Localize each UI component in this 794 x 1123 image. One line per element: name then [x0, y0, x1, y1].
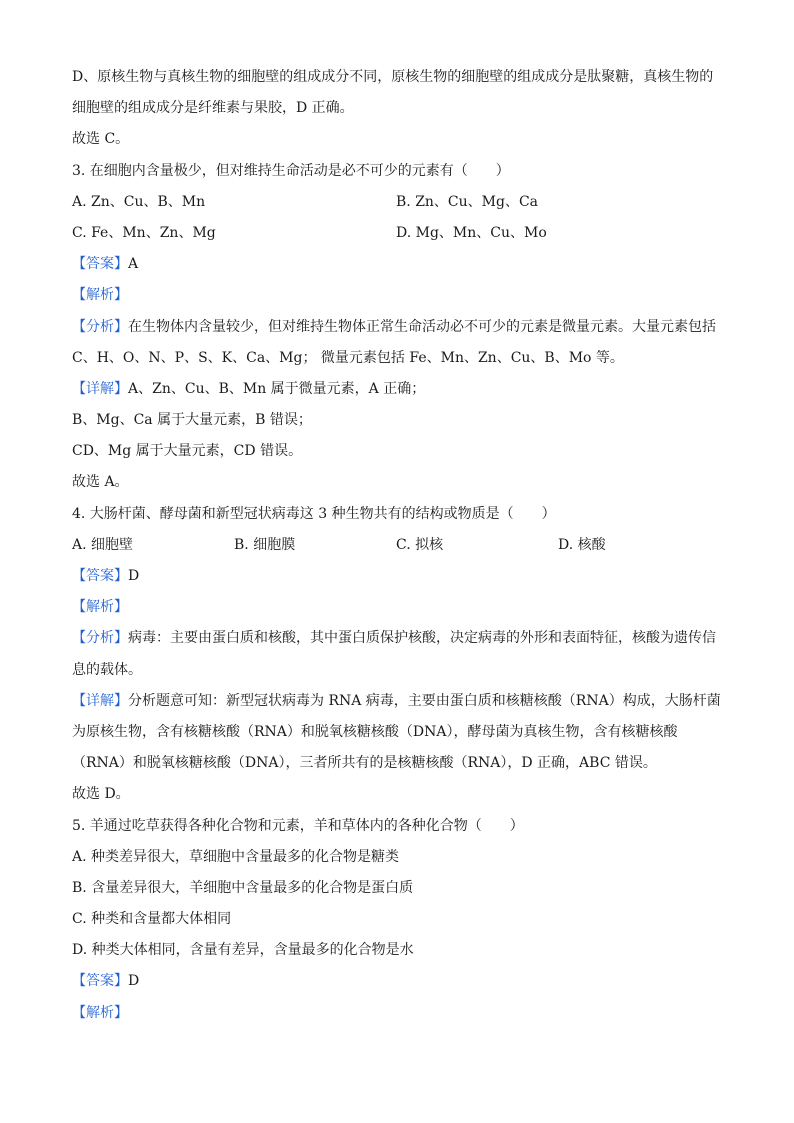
jiexi-tag: 【解析】 — [72, 1004, 128, 1021]
option-b: B. 含量差异很大，羊细胞中含量最多的化合物是蛋白质 — [72, 879, 414, 896]
question-4-options-row — [72, 530, 732, 561]
option-c: C. Fe、Mn、Zn、Mg — [72, 224, 216, 241]
analysis-heading — [72, 998, 732, 1029]
analysis-heading — [72, 592, 732, 623]
option-d: D. 核酸 — [558, 536, 606, 553]
option-a: A. Zn、Cu、B、Mn — [72, 193, 206, 210]
text-line: （RNA）和脱氧核糖核酸（DNA），三者所共有的是核糖核酸（RNA），D 正确，ABC 错误。 — [72, 755, 657, 772]
detail-text: 分析题意可知：新型冠状病毒为 RNA 病毒，主要由蛋白质和核糖核酸（RNA）构成，大肠杆菌 — [128, 692, 721, 709]
option-b: B. Zn、Cu、Mg、Ca — [396, 193, 539, 210]
fenxi-tag: 【分析】 — [72, 630, 128, 647]
text-line: CD、Mg 属于大量元素，CD 错误。 — [72, 443, 303, 460]
answer-tag: 【答案】 — [72, 256, 128, 273]
answer-value: D — [128, 568, 140, 584]
jiexi-tag: 【解析】 — [72, 287, 128, 304]
question-4-stem: 4. 大肠杆菌、酵母菌和新型冠状病毒这 3 种生物共有的结构或物质是（ ） — [72, 505, 556, 522]
text-line: D、原核生物与真核生物的细胞壁的组成成分不同，原核生物的细胞壁的组成成分是肽聚糖，真核生物的 — [72, 69, 714, 85]
text-line: 为原核生物，含有核糖核酸（RNA）和脱氧核糖核酸（DNA），酵母菌为真核生物，含有核糖核酸 — [72, 723, 678, 740]
text-line: 息的载体。 — [72, 661, 142, 678]
answer-tag: 【答案】 — [72, 973, 128, 990]
fenxi-line — [72, 623, 732, 654]
detail-text: A、Zn、Cu、B、Mn 属于微量元素，A 正确； — [128, 380, 426, 397]
text-line: 故选 A。 — [72, 474, 129, 491]
text-line: 故选 D。 — [72, 786, 130, 803]
question-3-options-row — [72, 218, 732, 249]
jiexi-tag: 【解析】 — [72, 599, 128, 616]
xiangjie-tag: 【详解】 — [72, 692, 128, 709]
text-line: 细胞壁的组成成分是纤维素与果胶，D 正确。 — [72, 100, 354, 117]
detail-line — [72, 374, 732, 405]
option-c: C. 种类和含量都大体相同 — [72, 911, 232, 928]
xiangjie-tag: 【详解】 — [72, 380, 128, 397]
fenxi-line — [72, 312, 732, 343]
question-3-stem: 3. 在细胞内含量极少，但对维持生命活动是必不可少的元素有（ ） — [72, 162, 510, 179]
option-d: D. 种类大体相同，含量有差异，含量最多的化合物是水 — [72, 942, 414, 959]
option-b: B. 细胞膜 — [234, 536, 296, 553]
answer-line — [72, 561, 732, 592]
answer-tag: 【答案】 — [72, 568, 128, 584]
detail-line — [72, 686, 732, 717]
option-d: D. Mg、Mn、Cu、Mo — [396, 224, 547, 241]
document-page — [72, 62, 732, 1029]
text-line: 故选 C。 — [72, 131, 130, 148]
analysis-heading — [72, 280, 732, 311]
fenxi-text: 在生物体内含量较少，但对维持生物体正常生命活动必不可少的元素是微量元素。大量元素包括 — [128, 318, 716, 335]
answer-value: A — [128, 256, 139, 273]
option-a: A. 细胞壁 — [72, 536, 134, 553]
option-c: C. 拟核 — [396, 536, 444, 553]
question-3-options-row — [72, 187, 732, 218]
option-a: A. 种类差异很大，草细胞中含量最多的化合物是糖类 — [72, 848, 400, 865]
answer-value: D — [128, 973, 140, 990]
question-5-stem: 5. 羊通过吃草获得各种化合物和元素，羊和草体内的各种化合物（ ） — [72, 817, 524, 834]
fenxi-text: 病毒：主要由蛋白质和核酸，其中蛋白质保护核酸，决定病毒的外形和表面特征，核酸为遗传信 — [128, 630, 716, 647]
fenxi-tag: 【分析】 — [72, 318, 128, 335]
answer-line — [72, 966, 732, 997]
text-line: B、Mg、Ca 属于大量元素，B 错误； — [72, 412, 312, 429]
answer-line — [72, 249, 732, 280]
text-line: C、H、O、N、P、S、K、Ca、Mg； 微量元素包括 Fe、Mn、Zn、Cu、B、Mo 等。 — [72, 349, 624, 366]
